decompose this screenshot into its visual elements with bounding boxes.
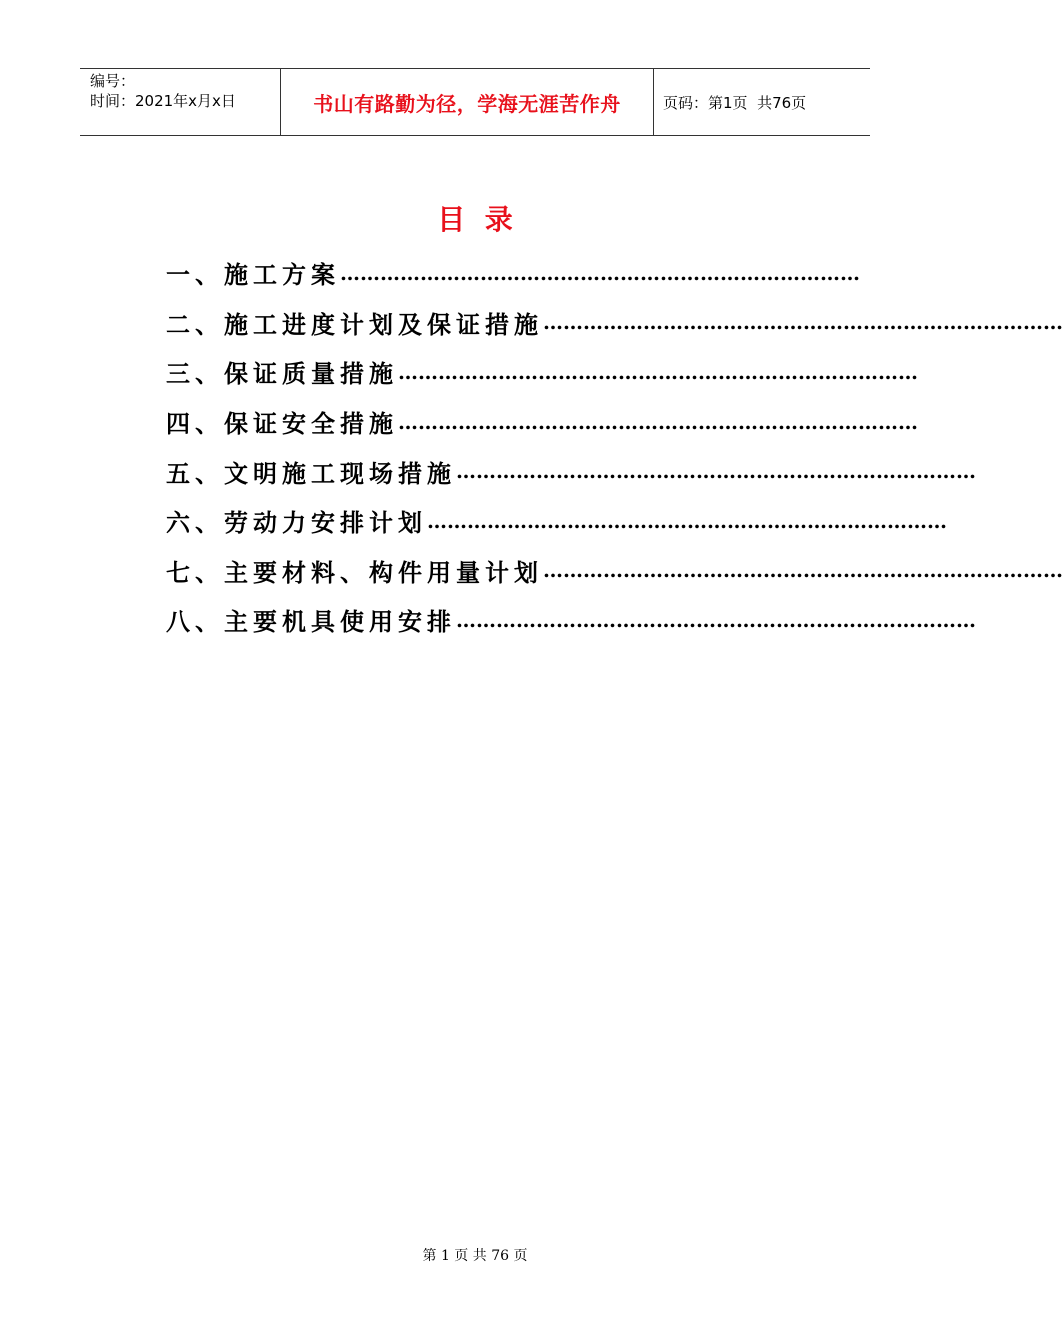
document-number: 编号：: [90, 72, 136, 90]
toc-item[interactable]: [166, 248, 860, 298]
toc-leader-dots: ……………………………………………………………………: [398, 359, 918, 384]
header-page-info: 页码：第1页 共76页: [663, 93, 807, 112]
toc-item-label: 五、文明施工现场措施: [166, 458, 456, 488]
toc-leader-dots: ……………………………………………………………………: [340, 260, 860, 285]
header-meta: [80, 69, 281, 135]
table-of-contents: [166, 248, 1063, 645]
toc-item-label: 六、劳动力安排计划: [166, 508, 427, 538]
toc-leader-dots: ……………………………………………………………………: [456, 459, 976, 484]
toc-leader-dots: ……………………………………………………………………: [456, 607, 976, 632]
toc-item-label: 一、施工方案: [166, 260, 340, 290]
toc-item[interactable]: [166, 595, 976, 645]
toc-item-label: 八、主要机具使用安排: [166, 607, 456, 637]
toc-leader-dots: ……………………………………………………………………: [398, 409, 918, 434]
toc-item[interactable]: [166, 446, 976, 496]
toc-item[interactable]: [166, 347, 918, 397]
toc-leader-dots: ……………………………………………………………………: [543, 310, 1063, 335]
toc-title: 目 录: [437, 203, 513, 236]
header-motto: 书山有路勤为径，学海无涯苦作舟: [281, 69, 654, 135]
toc-item-label: 四、保证安全措施: [166, 409, 398, 439]
toc-item-label: 七、主要材料、构件用量计划: [166, 557, 543, 587]
toc-leader-dots: ……………………………………………………………………: [543, 558, 1063, 583]
document-date: 时间：2021年x月x日: [90, 92, 236, 110]
toc-item[interactable]: [166, 397, 918, 447]
page-header: [80, 68, 870, 136]
toc-item[interactable]: [166, 496, 947, 546]
toc-item-label: 二、施工进度计划及保证措施: [166, 309, 543, 339]
toc-leader-dots: ……………………………………………………………………: [427, 508, 947, 533]
page-footer: 第 1 页 共 76 页: [422, 1248, 528, 1264]
toc-item[interactable]: [166, 298, 1063, 348]
toc-item-label: 三、保证质量措施: [166, 359, 398, 389]
toc-item[interactable]: [166, 546, 1063, 596]
